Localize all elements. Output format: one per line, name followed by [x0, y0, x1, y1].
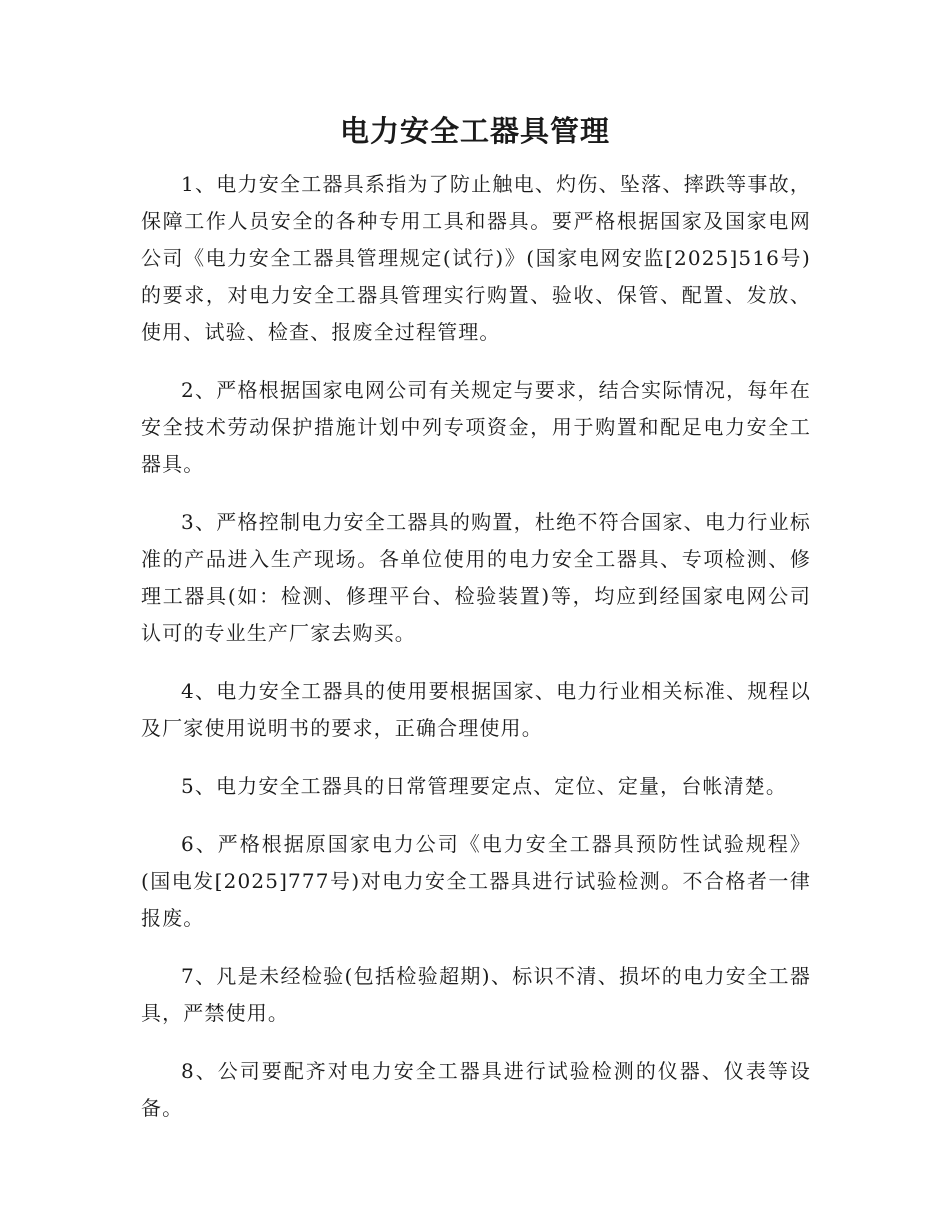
paragraph-3: 3、严格控制电力安全工器具的购置，杜绝不符合国家、电力行业标准的产品进入生产现场。各单位使用的电力安全工器具、专项检测、修理工器具(如：检测、修理平台、检验装置)等，均应到经国家电网公司认可的专业生产厂家去购买。	[141, 510, 811, 645]
paragraph-6: 6、严格根据原国家电力公司《电力安全工器具预防性试验规程》(国电发[2025]777号)对电力安全工器具进行试验检测。不合格者一律报废。	[141, 832, 811, 930]
paragraph-7: 7、凡是未经检验(包括检验超期)、标识不清、损坏的电力安全工器具，严禁使用。	[141, 964, 811, 1025]
paragraph-8: 8、公司要配齐对电力安全工器具进行试验检测的仪器、仪表等设备。	[141, 1059, 811, 1120]
paragraph-1: 1、电力安全工器具系指为了防止触电、灼伤、坠落、摔跌等事故，保障工作人员安全的各种专用工具和器具。要严格根据国家及国家电网公司《电力安全工器具管理规定(试行)》(国家电网安监[2025]516号)的要求，对电力安全工器具管理实行购置、验收、保管、配置、发放、使用、试验、检查、报废全过程管理。	[141, 172, 811, 344]
document-title: 电力安全工器具管理	[339, 114, 610, 148]
document-body	[141, 166, 811, 1148]
paragraph-5: 5、电力安全工器具的日常管理要定点、定位、定量，台帐清楚。	[181, 774, 788, 798]
paragraph-2: 2、严格根据国家电网公司有关规定与要求，结合实际情况，每年在安全技术劳动保护措施计划中列专项资金，用于购置和配足电力安全工器具。	[141, 378, 811, 476]
paragraph-4: 4、电力安全工器具的使用要根据国家、电力行业相关标准、规程以及厂家使用说明书的要求，正确合理使用。	[141, 679, 811, 740]
